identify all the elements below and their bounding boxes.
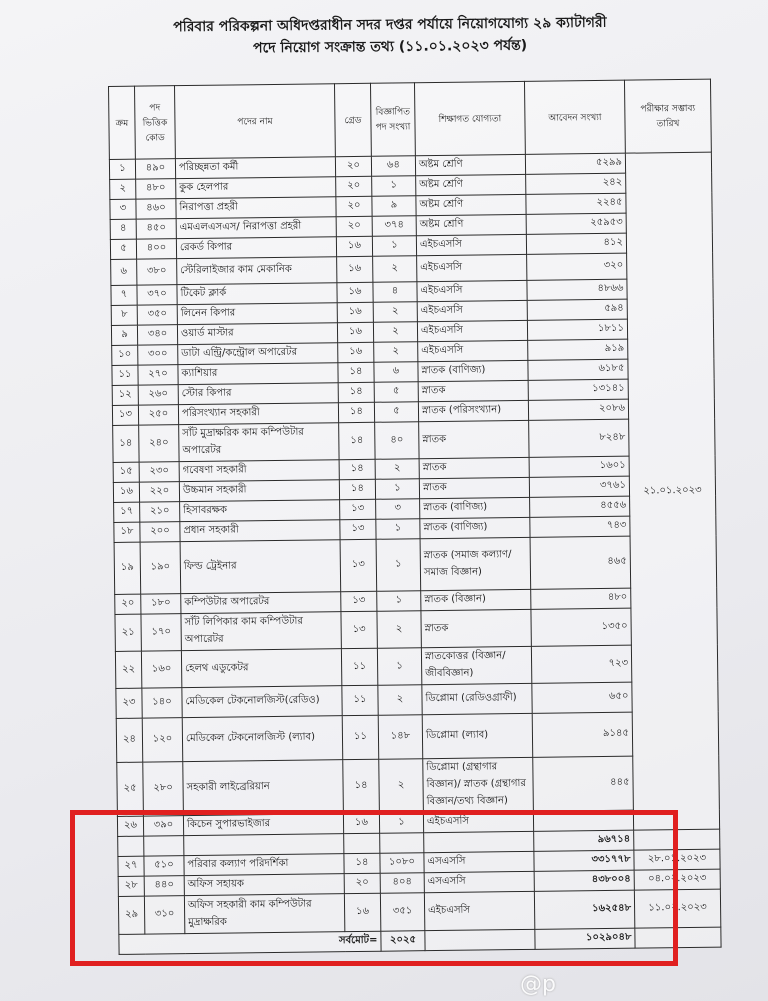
cell-grade: ২০ (336, 216, 372, 236)
cell-code: ২৭০ (138, 365, 178, 385)
table-row (117, 755, 720, 816)
cell-serial: ২৭ (118, 856, 144, 876)
header-grade: গ্রেড (334, 83, 371, 156)
cell-applications: ৭৪৩ (530, 516, 630, 537)
cell-post: ফিল্ড ট্রেইনার (180, 540, 341, 594)
cell-post: উচ্চমান সহকারী (179, 480, 339, 502)
cell-grade: ১৬ (344, 893, 380, 931)
cell-exam-date: ০৪.০২.২০২৩ (634, 869, 720, 890)
cell-qualification: স্নাতকোত্তর (বিজ্ঞান/ জীববিজ্ঞান) (421, 646, 531, 684)
cell-serial: ১৬ (113, 482, 139, 502)
cell-applications: ৮২৪৮ (529, 419, 629, 457)
watermark-text: @p (520, 972, 556, 997)
cell-post: ক্যাশিয়ার (178, 363, 338, 385)
cell-qualification: এইচএসসি (417, 320, 527, 341)
cell-serial: ১৯ (114, 542, 141, 594)
cell-post: মেডিকেল টেকনোলজিস্ট (ল্যাব) (182, 716, 343, 762)
cell-advertised: ১৪৮ (378, 715, 423, 760)
cell-code: ১৯০ (140, 542, 181, 594)
cell-post: গবেষণা সহকারী (179, 460, 339, 482)
cell-post: নিরাপত্তা প্রহরী (176, 197, 336, 219)
cell-code: ১৪০ (142, 688, 182, 718)
cell-qualification: এইচএসসি (424, 891, 534, 930)
cell-applications: ১৩৫০ (531, 608, 631, 646)
cell-grade: ১৪ (339, 422, 375, 459)
cell-serial: ৫ (110, 239, 136, 259)
cell-applications: ৩২০ (527, 253, 627, 280)
cell-post: হিসাবরক্ষক (180, 500, 340, 522)
cell-code: ১৭০ (141, 614, 181, 651)
table-header-row (109, 79, 712, 159)
cell-advertised: ১ (376, 519, 420, 540)
cell-shared-exam-date: ২১.০১.২০২৩ (625, 152, 719, 830)
cell-grade: ১৪ (338, 362, 374, 382)
cell-code: ২৬০ (138, 385, 178, 405)
cell-applications: ৪৮৬৬ (527, 279, 627, 300)
cell-post: মেডিকেল টেকনোলজিস্ট(রেডিও) (182, 686, 342, 718)
cell-post: অফিস সহায়ক (184, 874, 344, 896)
cell-applications: ৪৪৫ (533, 756, 634, 811)
cell-post: পরিবার কল্যাণ পরিদর্শিকা (184, 854, 344, 876)
cell-applications: ৩৩১৭৭৮ (534, 850, 634, 871)
cell-grade: ১১ (342, 685, 378, 715)
cell-qualification: স্নাতক (418, 380, 528, 401)
cell-qualification: স্নাতক (বাণিজ্য) (420, 497, 530, 518)
cell-advertised: ৯ (372, 196, 416, 217)
cell-advertised: ১ (377, 591, 421, 612)
cell-code: ২৩০ (139, 462, 179, 482)
cell-post: স্টেরিলাইজার কাম মেকানিক (177, 257, 337, 285)
cell-exam-date: ১১.০২.২০২৩ (634, 889, 720, 928)
cell-qualification: এইচএসসি (416, 234, 526, 255)
cell-advertised: ১ (375, 479, 419, 500)
cell-post: ডাটা এন্ট্রি/কন্ট্রোল অপারেটর (178, 343, 338, 365)
cell-qualification: স্নাতক (419, 457, 529, 478)
cell-advertised: ২ (373, 256, 417, 283)
cell-advertised: ১ (377, 648, 421, 686)
cell-applications: ১৬২৫৪৮ (534, 890, 634, 929)
title-line-1: পরিবার পরিকল্পনা অধিদপ্তরাধীন সদর দপ্তর পর্যায়ে নিয়োগযোগ্য ২৯ ক্যাটাগরী (173, 14, 607, 36)
cell-applications: ৪৩৮০০৪ (534, 870, 634, 891)
cell-grade: ১৩ (340, 499, 376, 519)
cell-grade: ১৩ (340, 519, 376, 539)
cell-grade: ১৬ (337, 282, 373, 302)
cell-qualification: স্নাতক (419, 477, 529, 498)
cell-advertised: ৫ (374, 402, 418, 423)
cell-code: ৪৪০ (144, 876, 184, 896)
cell-applications: ৫৯৪ (527, 299, 627, 320)
cell-exam-date: ২৮.০১.২০২৩ (634, 849, 720, 870)
cell-grade: ১৩ (340, 539, 377, 591)
total-label: সর্বমোট= (119, 931, 381, 954)
cell-serial: ২৫ (117, 762, 144, 816)
cell-post: সহকারী লাইব্রেরিয়ান (183, 760, 344, 816)
total-applications: ১০২৯০৪৮ (535, 928, 635, 949)
cell-serial: ৯ (111, 325, 137, 345)
table-row (116, 711, 718, 762)
cell-code: ৪০০ (136, 239, 176, 259)
cell-code: ৩১০ (144, 896, 184, 934)
cell-grade: ১৪ (339, 459, 375, 479)
cell-qualification: ডিপ্লোমা (রেডিওগ্রাফী) (422, 683, 532, 714)
cell-qualification: অষ্টম শ্রেণি (416, 174, 526, 195)
cell-code: ৩৯০ (143, 816, 183, 836)
cell-post: কুক হেলপার (176, 177, 336, 199)
cell-advertised: ১০৮০ (380, 853, 424, 874)
cell-grade: ২০ (344, 873, 380, 893)
cell-serial: ১৫ (113, 462, 139, 482)
cell-code: ৩০০ (138, 345, 178, 365)
cell-code: ২০০ (140, 522, 180, 542)
table-row (114, 535, 717, 594)
highlight-box (70, 810, 678, 966)
cell-advertised: ১ (372, 236, 416, 257)
total-posts: ২০২৫ (381, 931, 425, 952)
cell-qualification: স্নাতক (বাণিজ্য) (420, 517, 530, 538)
cell-serial: ১১ (112, 365, 138, 385)
cell-serial: ২৩ (116, 688, 142, 718)
cell-applications: ১৬০১ (529, 456, 629, 477)
cell-applications: ৪৮০ (531, 588, 631, 609)
cell-advertised: ৪ (373, 282, 417, 303)
cell-post: কম্পিউটার অপারেটর (181, 592, 341, 614)
cell-advertised: ২ (373, 302, 417, 323)
cell-qualification: এসএসসি (424, 871, 534, 892)
cell-applications: ৩৭৬১ (529, 476, 629, 497)
cell-applications: ১৮১১ (527, 319, 627, 340)
cell-advertised: ২ (375, 459, 419, 480)
cell-grade: ১১ (342, 715, 379, 759)
cell-serial: ১৪ (113, 425, 139, 462)
cell-serial: ২৬ (117, 816, 143, 836)
cell-code: ৩৭০ (137, 285, 177, 305)
cell-qualification: এইচএসসি (417, 280, 527, 301)
cell-grade: ১৪ (338, 382, 374, 402)
cell-applications: ৫২৯৯ (525, 153, 625, 174)
cell-code: ৩৪০ (137, 325, 177, 345)
cell-post: ওয়ার্ড মাস্টার (177, 323, 337, 345)
header-qualification: শিক্ষাগত যোগ্যতা (414, 81, 525, 155)
cell-serial: ৩ (110, 199, 136, 219)
cell-applications: ৭২৩ (531, 645, 631, 683)
cell-advertised: ৬৪ (371, 156, 415, 177)
cell-qualification: এইচএসসি (418, 340, 528, 361)
cell-applications: ৬৫০ (532, 682, 632, 713)
cell-applications: ২৫৯৫৩ (526, 213, 626, 234)
cell-grade: ১৪ (343, 759, 380, 813)
header-applications: আবেদন সংখ্যা (524, 80, 625, 154)
cell-qualification: অষ্টম শ্রেণি (416, 194, 526, 215)
cell-serial: ২১ (115, 614, 141, 651)
cell-grade: ১৬ (338, 342, 374, 362)
cell-serial: ২০ (115, 594, 141, 614)
cell-post: অফিস সহকারী কাম কম্পিউটার মুদ্রাক্ষরিক (184, 894, 344, 934)
cell-advertised: ৪০৪ (380, 873, 424, 894)
cell-advertised: ৩৫১ (380, 893, 424, 932)
cell-code: ২৮০ (143, 762, 184, 816)
cell-advertised: ২ (373, 322, 417, 343)
cell-code: ২১০ (140, 502, 180, 522)
cell-advertised: ২ (374, 342, 418, 363)
cell-serial: ১০ (112, 345, 138, 365)
cell-advertised: ৫ (374, 382, 418, 403)
cell-serial: ৪ (110, 219, 136, 239)
cell-advertised: ৬ (374, 362, 418, 383)
header-exam-date: পরীক্ষার সম্ভাব্য তারিখ (624, 79, 711, 153)
cell-serial: ৭ (111, 285, 137, 305)
header-post: পদের নাম (175, 84, 336, 159)
cell-applications: ২০৮৬ (528, 399, 628, 420)
header-advertised: বিজ্ঞাপিত পদ সংখ্যা (370, 83, 415, 157)
cell-advertised: ১ (376, 539, 421, 592)
cell-code: ১৬০ (141, 651, 181, 688)
cell-post: এমএলএসএস/ নিরাপত্তা প্রহরী (176, 217, 336, 239)
cell-grade: ১১ (341, 648, 377, 685)
cell-applications: ২২৪৫ (526, 193, 626, 214)
cell-qualification: এইচএসসি (417, 254, 527, 281)
cell-serial: ৮ (111, 305, 137, 325)
cell-code: ৪৬০ (136, 199, 176, 219)
cell-post: পরিসংখ্যান সহকারী (178, 403, 338, 425)
cell-applications: ১৩১৪১ (528, 379, 628, 400)
cell-serial: ১২ (112, 385, 138, 405)
cell-qualification: স্নাতক (পরিসংখ্যান) (418, 400, 528, 421)
subtotal-applications: ৯৬৭১৪ (534, 830, 634, 851)
cell-serial: ২২ (115, 651, 141, 688)
cell-serial: ২৯ (118, 896, 144, 934)
header-serial: ক্রম (109, 86, 136, 159)
cell-code: ৫১০ (144, 856, 184, 876)
cell-grade: ২০ (336, 176, 372, 196)
cell-serial: ১৮ (114, 522, 140, 542)
cell-serial: ৬ (111, 259, 137, 285)
cell-applications: ৯১৪৫ (532, 712, 633, 757)
cell-post: লিনেন কিপার (177, 303, 337, 325)
cell-qualification: ডিপ্লোমা (গ্রন্থাগার বিজ্ঞান)/ স্নাতক (গ্রন্থাগার বিজ্ঞান/তথ্য বিজ্ঞান) (423, 757, 534, 812)
cell-grade: ২০ (336, 196, 372, 216)
cell-grade: ১৪ (344, 853, 380, 873)
document-title (60, 11, 720, 62)
cell-post: টিকেট ক্লার্ক (177, 283, 337, 305)
cell-code: ১২০ (142, 718, 183, 762)
cell-advertised: ২ (377, 611, 421, 649)
header-code: পদ ভিত্তিক কোড (135, 86, 176, 159)
cell-serial: ১ (109, 159, 135, 179)
cell-qualification: স্নাতক (বাণিজ্য) (418, 360, 528, 381)
cell-grade: ১৬ (343, 813, 379, 833)
cell-qualification: অষ্টম শ্রেণি (416, 214, 526, 235)
title-line-2: পদে নিয়োগ সংক্রান্ত তথ্য (১১.০১.২০২৩ পর্যন্ত) (253, 37, 528, 57)
cell-serial: ২৮ (118, 876, 144, 896)
cell-grade: ১৬ (336, 236, 372, 256)
cell-applications: ৬১৮৫ (528, 359, 628, 380)
cell-code: ৩৮০ (137, 259, 177, 285)
cell-qualification: অষ্টম শ্রেণি (415, 154, 525, 175)
cell-advertised: ৩ (376, 499, 420, 520)
cell-post: স্টোর কিপার (178, 383, 338, 405)
cell-serial: ১৭ (114, 502, 140, 522)
cell-grade: ১৩ (341, 591, 377, 611)
cell-code: ৪৯০ (135, 159, 175, 179)
cell-post: পরিচ্ছন্নতা কর্মী (175, 157, 335, 179)
cell-code: ২৪০ (139, 425, 179, 462)
cell-code: ৩৫০ (137, 305, 177, 325)
cell-grade: ২০ (335, 156, 371, 176)
cell-code: ২৫০ (138, 405, 178, 425)
cell-advertised: ২ (378, 685, 422, 716)
cell-advertised: ১ (372, 176, 416, 197)
cell-code: ১৮০ (141, 594, 181, 614)
cell-applications: ৯১৯ (528, 339, 628, 360)
cell-post: প্রধান সহকারী (180, 520, 340, 542)
cell-qualification: ডিপ্লোমা (ল্যাব) (422, 713, 533, 758)
cell-post: সাঁট মুদ্রাক্ষরিক কাম কম্পিউটার অপারেটর (179, 423, 339, 462)
cell-serial: ১৩ (112, 405, 138, 425)
cell-code: ৪৮০ (136, 179, 176, 199)
table-body (109, 152, 719, 836)
cell-code: ২২০ (139, 482, 179, 502)
cell-code: ৪৫০ (136, 219, 176, 239)
cell-post: রেকর্ড কিপার (176, 237, 336, 259)
cell-advertised: ৪০ (375, 422, 419, 460)
cell-applications: ৪৬৫ (530, 536, 631, 589)
cell-qualification: স্নাতক (বিজ্ঞান) (421, 589, 531, 610)
cell-applications: ৪৫৫৬ (530, 496, 630, 517)
cell-grade: ১৬ (337, 322, 373, 342)
cell-grade: ১৩ (341, 611, 377, 648)
cell-qualification: এইচএসসি (423, 811, 533, 832)
cell-post: হেলথ এডুকেটর (181, 649, 341, 688)
cell-serial: ২ (110, 179, 136, 199)
cell-advertised: ৩৭৪ (372, 216, 416, 237)
cell-qualification: স্নাতক (419, 420, 529, 458)
cell-qualification: স্নাতক (সমাজ কল্যাণ/ সমাজ বিজ্ঞান) (420, 537, 531, 590)
cell-grade: ১৬ (337, 256, 373, 282)
cell-post: কিচেন সুপারভাইজার (183, 814, 343, 836)
cell-applications: ৪১২ (526, 233, 626, 254)
cell-grade: ১৪ (339, 479, 375, 499)
cell-qualification: স্নাতক (421, 609, 531, 647)
cell-grade: ১৪ (338, 402, 374, 422)
cell-advertised: ১ (379, 813, 423, 834)
cell-post: সাঁট লিপিকার কাম কম্পিউটার অপারেটর (181, 612, 341, 651)
cell-applications: ২৪২ (526, 173, 626, 194)
cell-grade: ১৬ (337, 302, 373, 322)
cell-serial: ২৪ (116, 718, 143, 762)
cell-qualification: এসএসসি (424, 851, 534, 872)
cell-qualification: এইচএসসি (417, 300, 527, 321)
cell-advertised: ২ (379, 759, 424, 814)
